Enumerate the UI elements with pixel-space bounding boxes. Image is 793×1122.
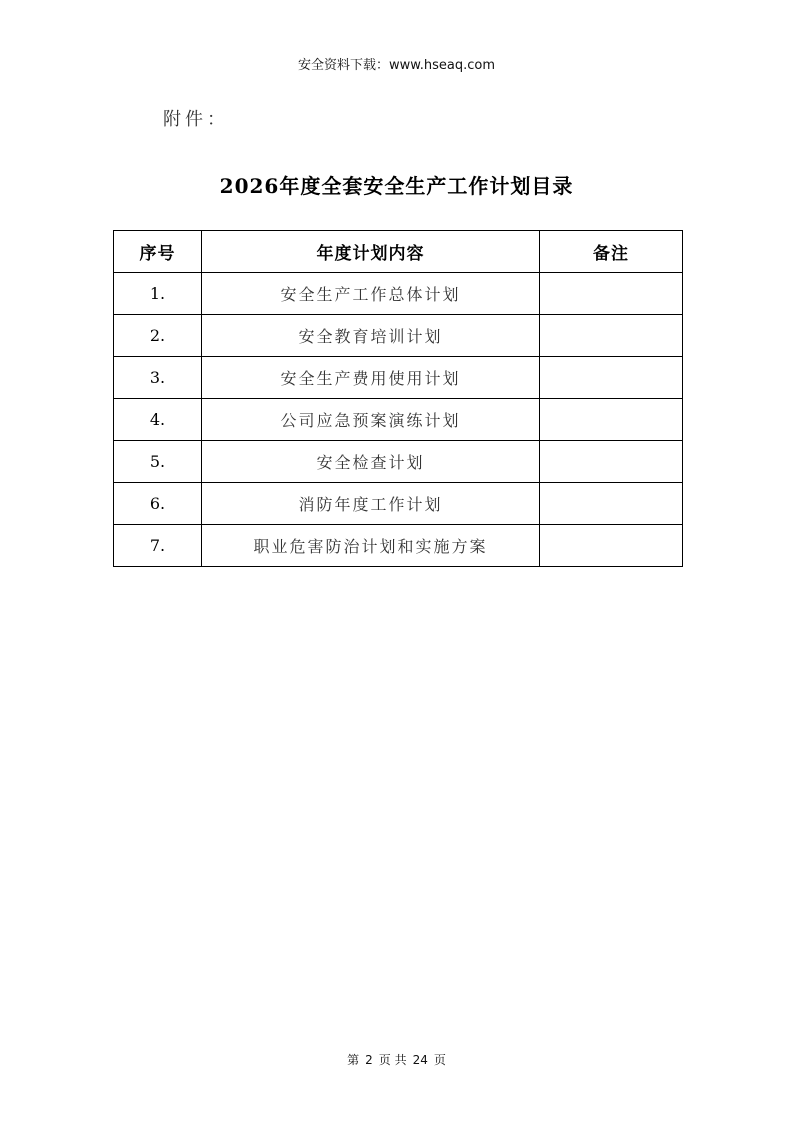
table-row [114, 441, 683, 483]
row-note [540, 441, 683, 483]
row-content: 职业危害防治计划和实施方案 [202, 525, 540, 567]
row-number: 3. [114, 357, 202, 399]
row-note [540, 483, 683, 525]
column-header-note: 备注 [540, 231, 683, 273]
row-note [540, 315, 683, 357]
row-number: 6. [114, 483, 202, 525]
column-header-number: 序号 [114, 231, 202, 273]
footer-suffix: 页 [433, 1053, 446, 1067]
attachment-label: 附件： [163, 109, 229, 130]
plan-table [113, 230, 683, 567]
footer-total-pages: 24 [412, 1053, 428, 1067]
row-number: 4. [114, 399, 202, 441]
row-number: 5. [114, 441, 202, 483]
row-note [540, 525, 683, 567]
row-note [540, 399, 683, 441]
table-row [114, 525, 683, 567]
footer-middle: 页 共 [378, 1053, 407, 1067]
table-row [114, 357, 683, 399]
row-note [540, 273, 683, 315]
document-title: 2026年度全套安全生产工作计划目录 [219, 174, 574, 198]
row-content: 公司应急预案演练计划 [202, 399, 540, 441]
row-note [540, 357, 683, 399]
row-number: 2. [114, 315, 202, 357]
row-content: 安全教育培训计划 [202, 315, 540, 357]
footer-current-page: 2 [365, 1053, 373, 1067]
footer-prefix: 第 [347, 1053, 360, 1067]
column-header-content: 年度计划内容 [202, 231, 540, 273]
table-row [114, 273, 683, 315]
table-row [114, 399, 683, 441]
row-content: 安全生产工作总体计划 [202, 273, 540, 315]
table-row [114, 315, 683, 357]
row-number: 7. [114, 525, 202, 567]
row-content: 安全生产费用使用计划 [202, 357, 540, 399]
page-header: 安全资料下载：www.hseaq.com [298, 58, 495, 73]
row-content: 消防年度工作计划 [202, 483, 540, 525]
row-number: 1. [114, 273, 202, 315]
page-footer [0, 1051, 793, 1068]
table-row [114, 483, 683, 525]
table-header-row [114, 231, 683, 273]
row-content: 安全检查计划 [202, 441, 540, 483]
